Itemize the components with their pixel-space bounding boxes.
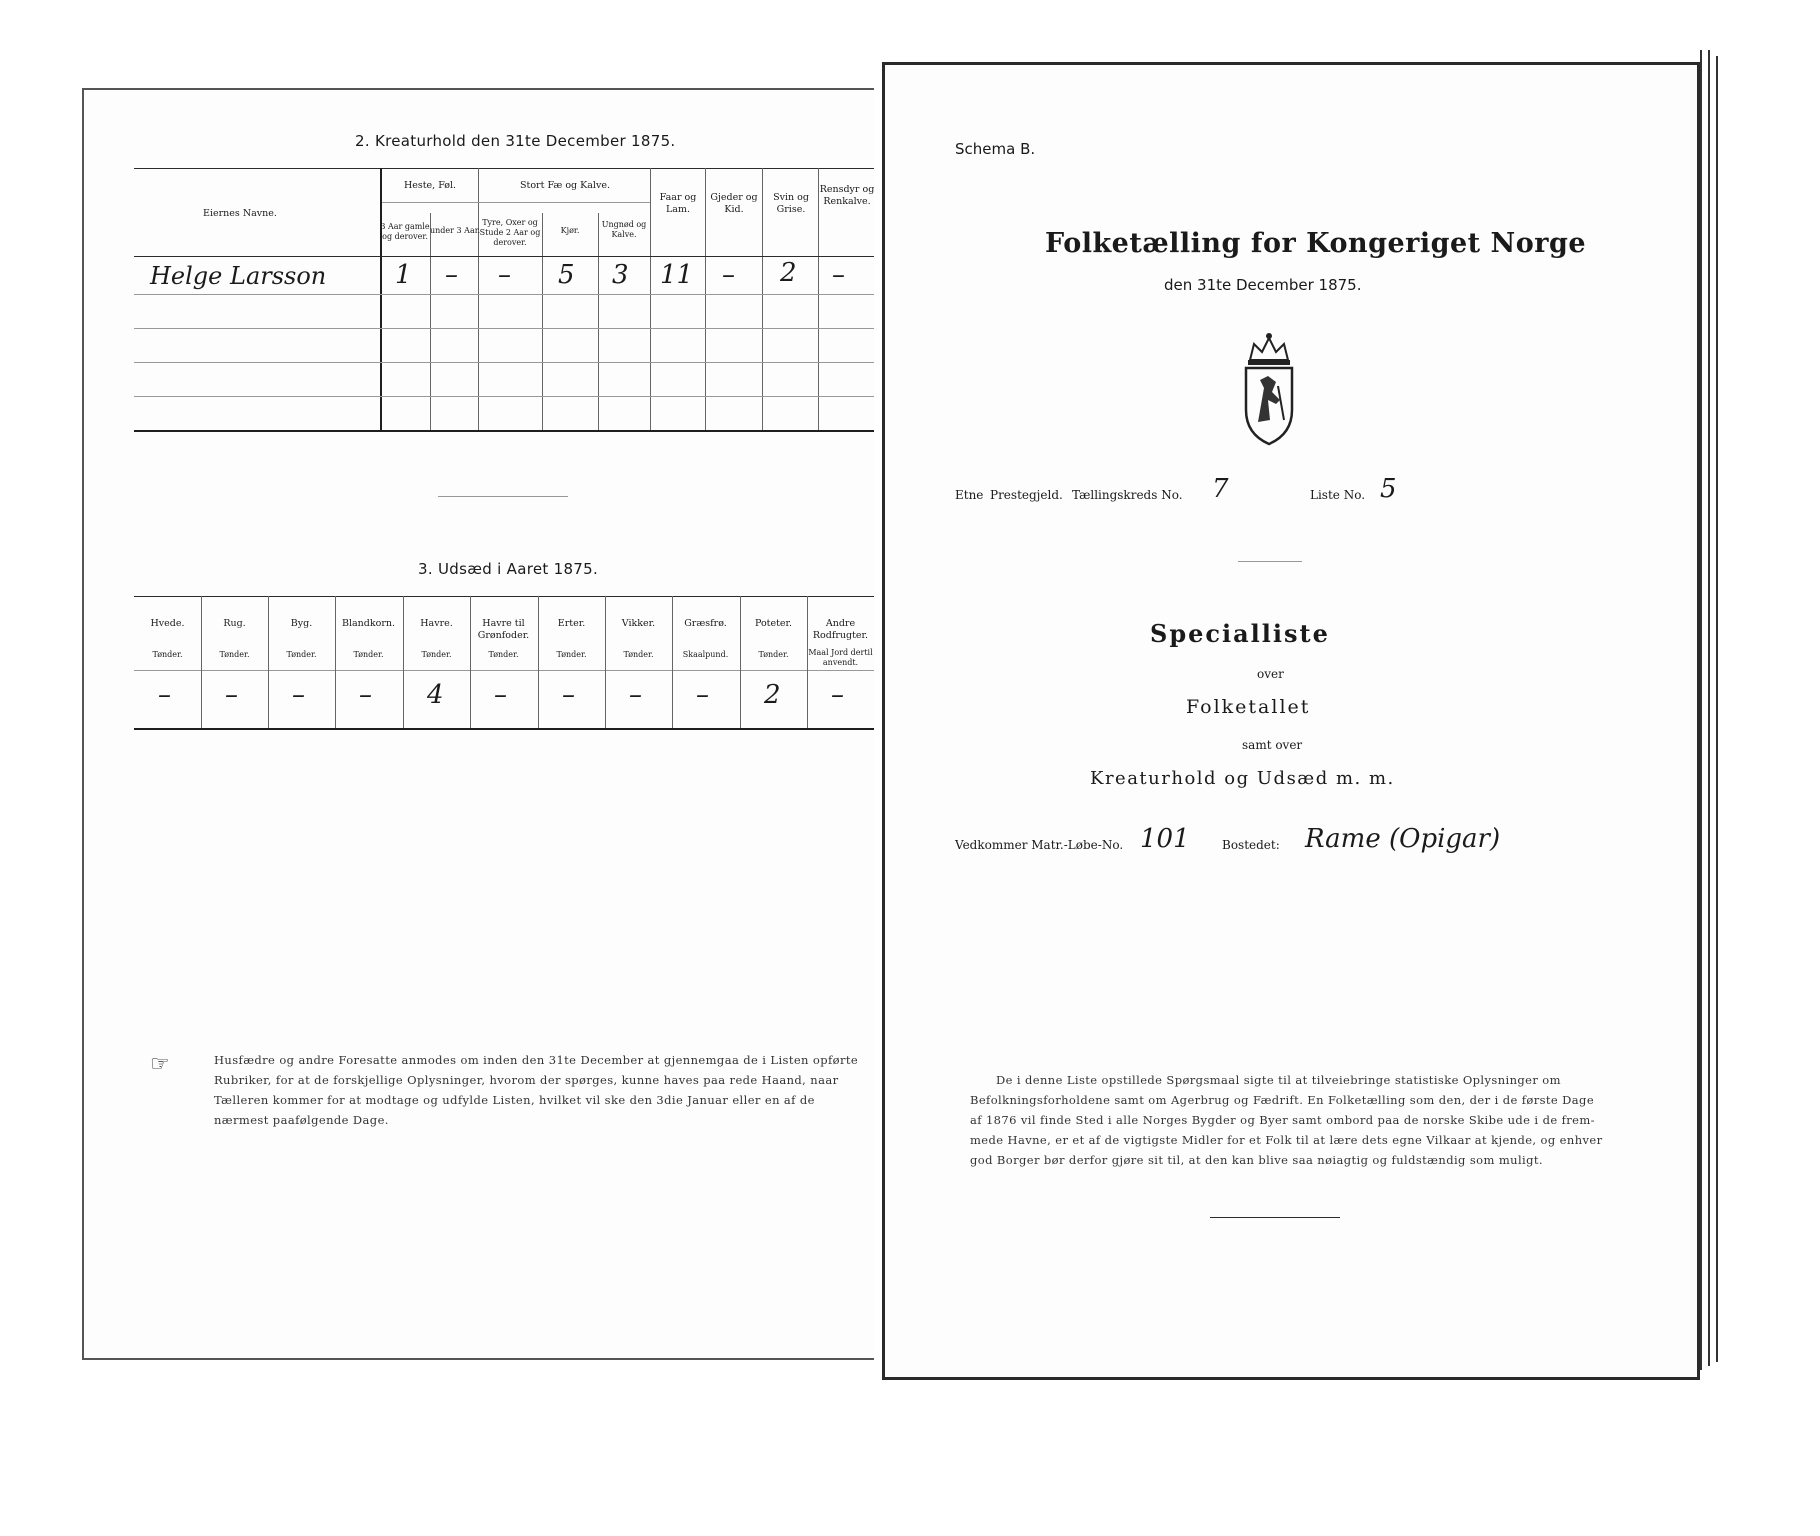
paragraph-line-5: god Borger bør derfor gjøre sit til, at den kan blive saa nøiagtig og fuldstændig som muligt. xyxy=(970,1153,1543,1167)
notice-line-2: Rubriker, for at de forskjellige Oplysninger, hvorom der spørges, kunne haves paa rede Haand, naar xyxy=(214,1073,839,1087)
udsaed-value-9: 2 xyxy=(764,680,781,710)
paragraph-line-1: De i denne Liste opstillede Spørgsmaal sigte til at tilveiebringe statistiske Oplysninger om xyxy=(996,1073,1561,1087)
udsaed-unit-9: Tønder. xyxy=(758,650,789,659)
value-faar: 11 xyxy=(660,260,694,290)
header-heste-b: under 3 Aar. xyxy=(430,226,481,235)
udsaed-header-1: Rug. xyxy=(223,618,246,629)
udsaed-header-4: Havre. xyxy=(420,618,453,629)
paragraph-line-2: Befolkningsforholdene samt om Agerbrug og Fædrift. En Folketælling som den, der i de første Dage xyxy=(970,1093,1595,1107)
udsaed-unit-4: Tønder. xyxy=(421,650,452,659)
udsaed-header-7: Vikker. xyxy=(621,618,656,629)
separator-rule xyxy=(438,496,568,497)
value-stort-c: 3 xyxy=(612,260,629,290)
udsaed-unit-6: Tønder. xyxy=(556,650,587,659)
section3-title: 3. Udsæd i Aaret 1875. xyxy=(418,560,599,578)
udsaed-value-4: 4 xyxy=(427,680,444,710)
udsaed-header-3: Blandkorn. xyxy=(341,618,396,629)
udsaed-unit-0: Tønder. xyxy=(152,650,183,659)
over-text: over xyxy=(1257,667,1284,681)
coat-of-arms-icon xyxy=(1238,330,1300,448)
header-rensdyr: Rensdyr og Renkalve. xyxy=(819,184,875,207)
samt-over-text: samt over xyxy=(1242,738,1303,752)
table3-bottom-rule xyxy=(134,728,874,730)
udsaed-unit-3: Tønder. xyxy=(353,650,384,659)
udsaed-unit-2: Tønder. xyxy=(286,650,317,659)
header-svin: Svin og Grise. xyxy=(773,192,809,215)
header-stort-b: Kjør. xyxy=(560,226,580,235)
matr-value: 101 xyxy=(1140,824,1190,854)
header-owner: Eiernes Navne. xyxy=(203,208,277,219)
udsaed-unit-8: Skaalpund. xyxy=(682,650,729,659)
table2-divider xyxy=(380,168,382,430)
value-stort-b: 5 xyxy=(558,260,575,290)
udsaed-header-10: Andre Rodfrugter. xyxy=(812,618,869,641)
short-rule xyxy=(1238,561,1302,562)
udsaed-header-6: Erter. xyxy=(557,618,586,629)
udsaed-value-3: – xyxy=(359,680,372,710)
notice-line-1: Husfædre og andre Foresatte anmodes om inden den 31te December at gjennemgaa de i Listen opførte xyxy=(214,1053,859,1067)
udsaed-unit-1: Tønder. xyxy=(219,650,250,659)
header-stort-a: Tyre, Oxer og Stude 2 Aar og derover. xyxy=(479,218,541,247)
table2-bottom-rule xyxy=(134,430,874,432)
udsaed-value-5: – xyxy=(494,680,507,710)
udsaed-header-2: Byg. xyxy=(290,618,313,629)
udsaed-unit-10: Maal Jord dertil anvendt. xyxy=(808,648,873,667)
folketallet-text: Folketallet xyxy=(1186,696,1311,718)
section2-title: 2. Kreaturhold den 31te December 1875. xyxy=(355,132,676,150)
owner-name: Helge Larsson xyxy=(150,262,327,290)
value-stort-a: – xyxy=(498,260,511,290)
parish-label: Prestegjeld. xyxy=(990,488,1063,502)
matr-label: Vedkommer Matr.-Løbe-No. xyxy=(955,838,1124,852)
list-value: 5 xyxy=(1380,474,1397,504)
main-date: den 31te December 1875. xyxy=(1164,276,1362,294)
udsaed-value-10: – xyxy=(831,680,844,710)
table3-top-rule xyxy=(134,596,874,597)
value-svin: 2 xyxy=(780,258,797,288)
schema-label: Schema B. xyxy=(955,140,1036,158)
pointing-hand-icon: ☞ xyxy=(150,1052,170,1077)
value-rensdyr: – xyxy=(832,260,845,290)
right-page xyxy=(882,62,1700,1380)
value-heste-b: – xyxy=(445,260,458,290)
udsaed-header-5: Havre til Grønfoder. xyxy=(477,618,530,641)
table2-top-rule xyxy=(134,168,874,169)
notice-line-4: nærmest paafølgende Dage. xyxy=(214,1113,389,1127)
udsaed-value-1: – xyxy=(225,680,238,710)
udsaed-value-8: – xyxy=(696,680,709,710)
udsaed-unit-5: Tønder. xyxy=(488,650,519,659)
header-stort-c: Ungnød og Kalve. xyxy=(601,220,647,239)
udsaed-unit-7: Tønder. xyxy=(623,650,654,659)
parish-value: Etne xyxy=(955,488,984,502)
notice-line-3: Tælleren kommer for at modtage og udfylde Listen, hvilket vil ske den 3die Januar eller en af de xyxy=(214,1093,815,1107)
udsaed-header-9: Poteter. xyxy=(754,618,793,629)
paragraph-line-4: mede Havne, er et af de vigtigste Midler for et Folk til at lære dets egne Vilkaar at kjende, og enhver xyxy=(970,1133,1603,1147)
bosted-value: Rame (Opigar) xyxy=(1305,824,1501,854)
header-heste: Heste, Føl. xyxy=(403,180,457,191)
main-title: Folketælling for Kongeriget Norge xyxy=(1045,228,1587,259)
header-heste-a: 3 Aar gamle og derover. xyxy=(380,222,430,241)
udsaed-header-0: Hvede. xyxy=(150,618,185,629)
district-value: 7 xyxy=(1212,474,1229,504)
bottom-rule xyxy=(1210,1217,1340,1218)
header-faar: Faar og Lam. xyxy=(659,192,697,215)
list-label: Liste No. xyxy=(1310,488,1366,502)
value-heste-a: 1 xyxy=(395,260,412,290)
value-gjeder: – xyxy=(722,260,735,290)
kreaturhold-text: Kreaturhold og Udsæd m. m. xyxy=(1090,768,1395,789)
header-gjeder: Gjeder og Kid. xyxy=(710,192,758,215)
header-stort: Stort Fæ og Kalve. xyxy=(520,180,610,191)
udsaed-value-6: – xyxy=(562,680,575,710)
spec-title: Specialliste xyxy=(1150,619,1330,648)
district-label: Tællingskreds No. xyxy=(1072,488,1183,502)
udsaed-value-0: – xyxy=(158,680,171,710)
bosted-label: Bostedet: xyxy=(1222,838,1280,852)
table2-header-rule xyxy=(134,256,874,257)
udsaed-value-2: – xyxy=(292,680,305,710)
paragraph-line-3: af 1876 vil finde Sted i alle Norges Bygder og Byer samt ombord paa de norske Skibe ude i de frem- xyxy=(970,1113,1595,1127)
udsaed-value-7: – xyxy=(629,680,642,710)
udsaed-header-8: Græsfrø. xyxy=(684,618,727,629)
